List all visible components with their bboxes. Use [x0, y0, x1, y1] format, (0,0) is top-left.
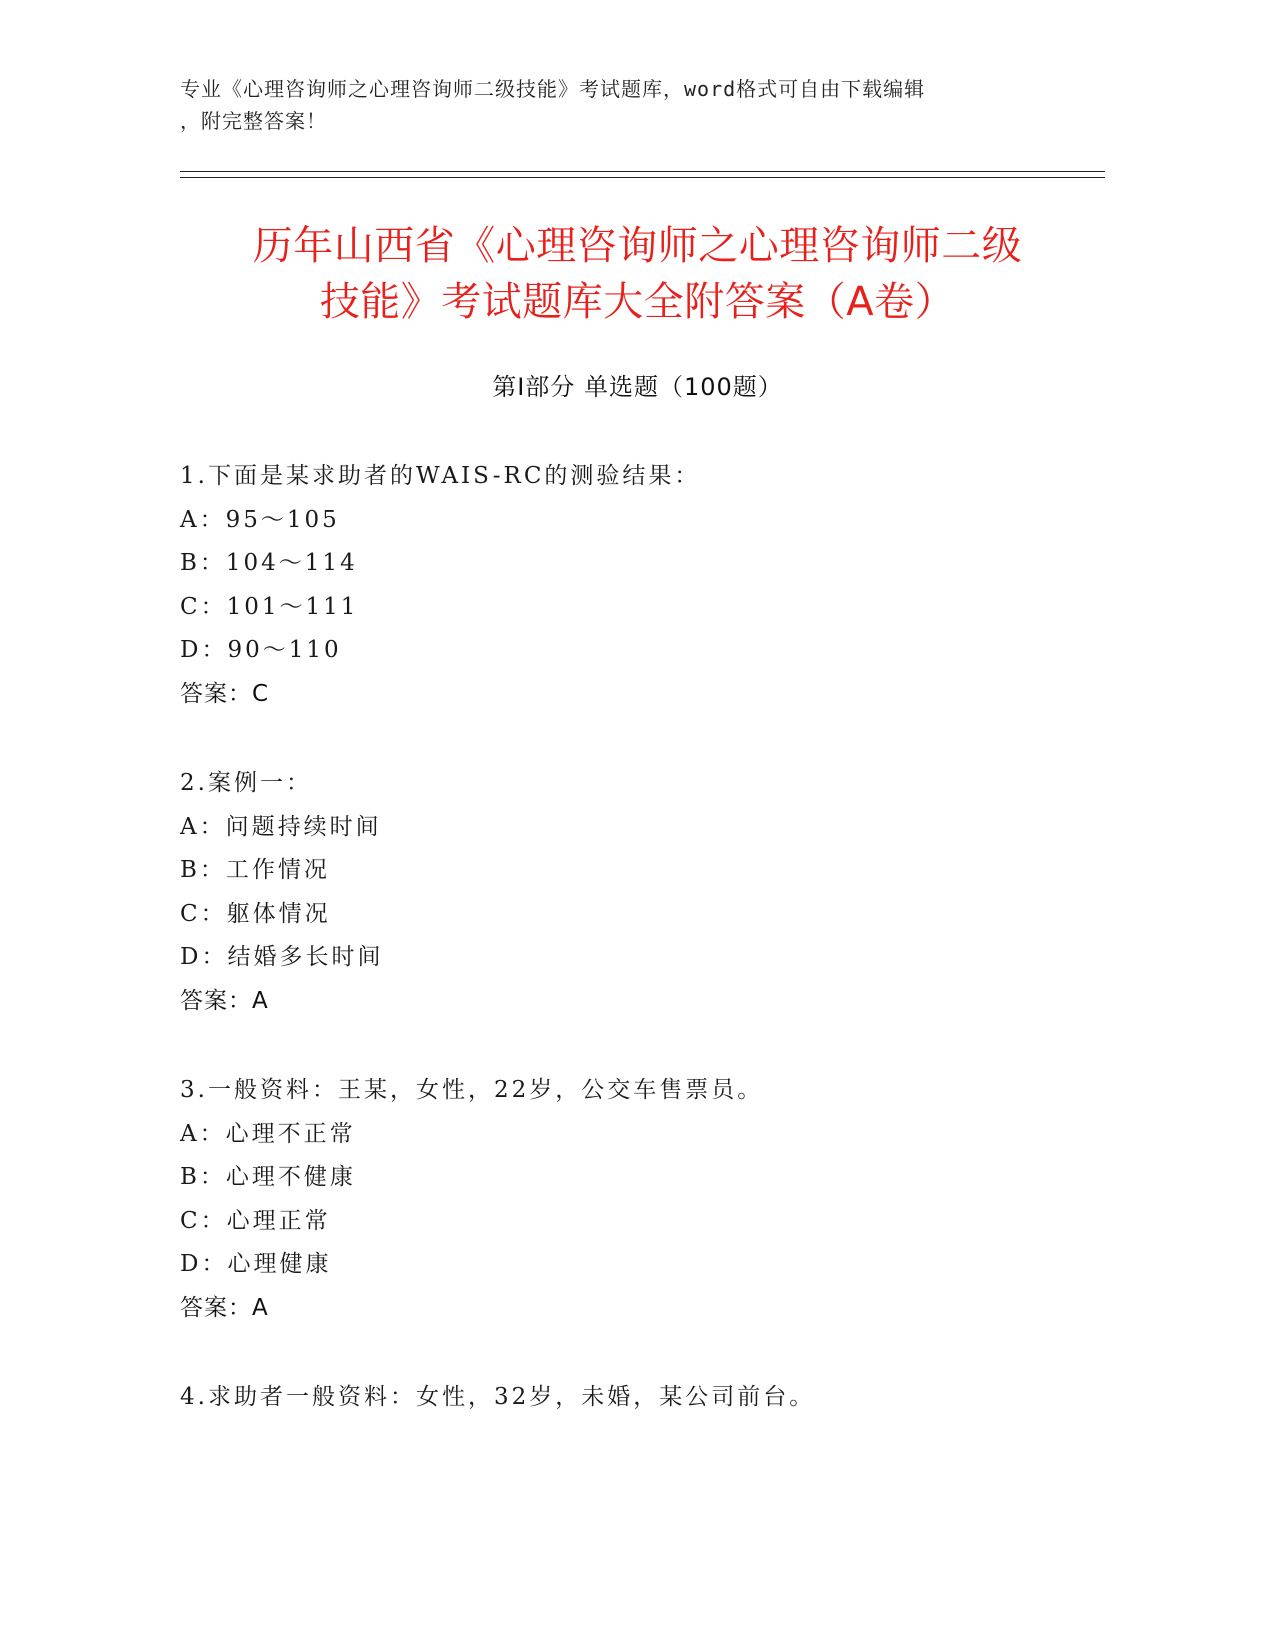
answer-line: 答案：A: [180, 987, 269, 1014]
question-list: [180, 455, 1100, 1466]
option-b: B：工作情况: [180, 857, 330, 883]
option-d: D：结婚多长时间: [180, 944, 384, 970]
header-note-line: 专业《心理咨询师之心理咨询师二级技能》考试题库，word格式可自由下载编辑: [180, 77, 926, 101]
answer-line: 答案：A: [180, 1294, 269, 1321]
option-c: C：躯体情况: [180, 900, 331, 927]
question-stem: 4.求助者一般资料：女性，32岁，未婚，某公司前台。: [180, 1384, 816, 1410]
header-divider: [180, 177, 1105, 178]
document-title-line: 技能》考试题库大全附答案（A卷）: [319, 279, 956, 325]
document-title-line: 历年山西省《心理咨询师之心理咨询师二级: [252, 223, 1023, 269]
section-title: 第Ⅰ部分 单选题（100题）: [492, 373, 783, 401]
option-a: A：95～105: [180, 506, 340, 533]
option-b: B：心理不健康: [180, 1164, 356, 1190]
option-a: A：心理不正常: [180, 1120, 356, 1147]
document-title: [150, 218, 1125, 330]
question-stem: 1.下面是某求助者的WAIS-RC的测验结果：: [180, 463, 701, 489]
question-item: [180, 455, 1100, 716]
header-divider: [180, 171, 1105, 172]
header-note-line: ，附完整答案！: [180, 109, 327, 133]
option-a: A：问题持续时间: [180, 813, 382, 840]
question-item: [180, 1376, 1100, 1420]
option-b: B：104～114: [180, 550, 358, 576]
question-stem: 3.一般资料：王某，女性，22岁，公交车售票员。: [180, 1077, 764, 1103]
question-item: [180, 1069, 1100, 1330]
option-c: C：101～111: [180, 593, 359, 620]
option-d: D：心理健康: [180, 1251, 332, 1277]
question-stem: 2.案例一：: [180, 770, 312, 796]
question-item: [180, 762, 1100, 1023]
option-d: D：90～110: [180, 637, 342, 663]
header-note: [180, 73, 1040, 137]
answer-line: 答案：C: [180, 680, 270, 707]
option-c: C：心理正常: [180, 1207, 331, 1234]
